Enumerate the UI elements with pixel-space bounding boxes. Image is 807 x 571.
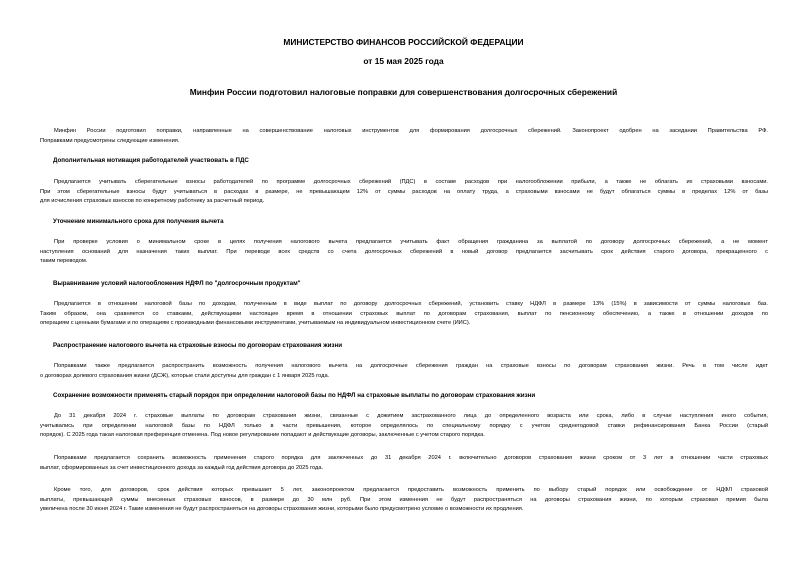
text-line: Предлагается в отношении налоговой базы по доходам, полученным в виде выплат по договору долгосрочных сбережений, установить ставку НДФЛ в размере 13% (15%) в зависимости от суммы налоговых баз.	[54, 301, 768, 307]
text-line: операциям с ценными бумагами и по операциям с производными финансовыми инструментами, учитываемым на индивидуальном инвестиционном счете (ИИС).	[40, 320, 471, 326]
paragraph	[40, 178, 768, 207]
paragraph	[40, 454, 768, 473]
section-heading-ndfl: Выравнивание условий налогообложения НДФЛ по "долгосрочным продуктам"	[53, 280, 301, 287]
text-line: учитывались при определении налоговой базы по НДФЛ только в части превышения, которое определялось по специальному порядку с учетом среднегодовой ставки рефинансирования Банка России (старый	[40, 422, 768, 429]
text-line: Поправками также предлагается распространить возможность получения налогового вычета на долгосрочные сбережения граждан на страховые взносы по договорам страхования жизни. Речь в том числе идет	[54, 363, 768, 369]
paragraph	[40, 300, 768, 329]
text-line: Поправками предлагается сохранить возможность применения старого порядка для заключенных до 31 декабря 2024 г. включительно договоров страхования жизни сроком от 3 лет в отношении части страховых	[54, 455, 768, 461]
section-heading-pds: Дополнительная мотивация работодателей участвовать в ПДС	[53, 157, 249, 164]
paragraph	[40, 412, 768, 441]
text-line: До 31 декабря 2024 г. страховые выплаты по договорам страхования жизни, связанные с дожитием застрахованного лица до определенного возраста или срока, либо в случае наступления иного события,	[54, 413, 768, 419]
section-heading-insurance-deduction: Распространение налогового вычета на страховые взносы по договорам страхования жизни	[53, 342, 343, 349]
text-line: выплаты, превышающей суммы внесенных страховых взносов, в размере до 30 млн руб. При этом изменения не будут распространяться на договоры страхования жизни, по которым страховая премия была	[40, 496, 768, 503]
text-line: наступления оснований для назначения таких выплат. При переводе всех средств со счета долгосрочных сбережений в новый договор предлагается засчитывать срок действия старого договора, прекращенного с	[40, 248, 768, 255]
section-heading-min-term: Уточнение минимального срока для получения вычета	[53, 218, 224, 225]
document-date: от 15 мая 2025 года	[363, 56, 444, 66]
text-line: Поправками предусмотрены следующие изменения.	[40, 137, 180, 144]
text-line: При проверке условия о минимальном сроке в целях получения налогового вычета предлагается учитывать факт обращения гражданина за выплатой по договору долгосрочных сбережений, а не момент	[54, 239, 768, 245]
text-line: порядок). С 2025 года такая налоговая преференция отменена. Под новое регулирование попадают и действующие договоры, заключенные с учетом старого порядка.	[40, 432, 485, 438]
paragraph	[40, 238, 768, 267]
text-line: Минфин России подготовил поправки, направленные на совершенствование налоговых инструментов для формирования долгосрочных сбережений. Законопроект одобрен на заседании Правительства РФ.	[54, 128, 768, 134]
paragraph	[40, 362, 768, 381]
text-line: таким переводом.	[40, 258, 88, 264]
document-title: Минфин России подготовил налоговые поправки для совершенствования долгосрочных сбережений	[189, 87, 618, 97]
ministry-name: МИНИСТЕРСТВО ФИНАНСОВ РОССИЙСКОЙ ФЕДЕРАЦИИ	[283, 37, 524, 47]
paragraph	[40, 486, 768, 515]
text-line: увеличена после 30 июня 2024 г. Такие изменения не будут распространяться на договоры страхования жизни, которыми было предусмотрено условие о возможности их продления.	[40, 506, 524, 512]
text-line: о договорах долевого страхования жизни (ДСЖ), которые стали доступны для граждан с 1 января 2025 года.	[40, 372, 330, 379]
text-line: Таким образом, она сравняется со ставками, действующими настоящее время в отношении страховых выплат по договорам страхования, выплат по пенсионному обеспечению, а также в отношении доходов по	[40, 310, 768, 317]
text-line: для исчисления страховых взносов по конкретному работнику за расчетный период.	[40, 198, 265, 204]
text-line: Кроме того, для договоров, срок действия которых превышает 5 лет, законопроектом предлагается предоставить возможность применить по выбору старый порядок или освобождение от НДФЛ страховой	[54, 487, 768, 493]
intro-paragraph	[40, 127, 768, 146]
text-line: Предлагается учитывать сберегательные взносы работодателей по программе долгосрочных сбережений (ПДС) в составе расходов при налогообложении прибыли, а также не облагать их страховыми взносами.	[54, 179, 768, 185]
text-line: При этом сберегательные взносы будут учитываться в расходах в размере, не превышающем 12% от суммы расходов на оплату труда, а страховыми взносами не будут облагаться суммы в пределах 12% от базы	[40, 188, 768, 195]
section-heading-old-procedure: Сохранение возможности применять старый порядок при определении налоговой базы по НДФЛ на страховые выплаты по договорам страхования жизни	[53, 392, 536, 399]
text-line: выплат, сформированных за счет инвестиционного дохода за каждый год действия договора до 2025 года.	[40, 464, 324, 471]
